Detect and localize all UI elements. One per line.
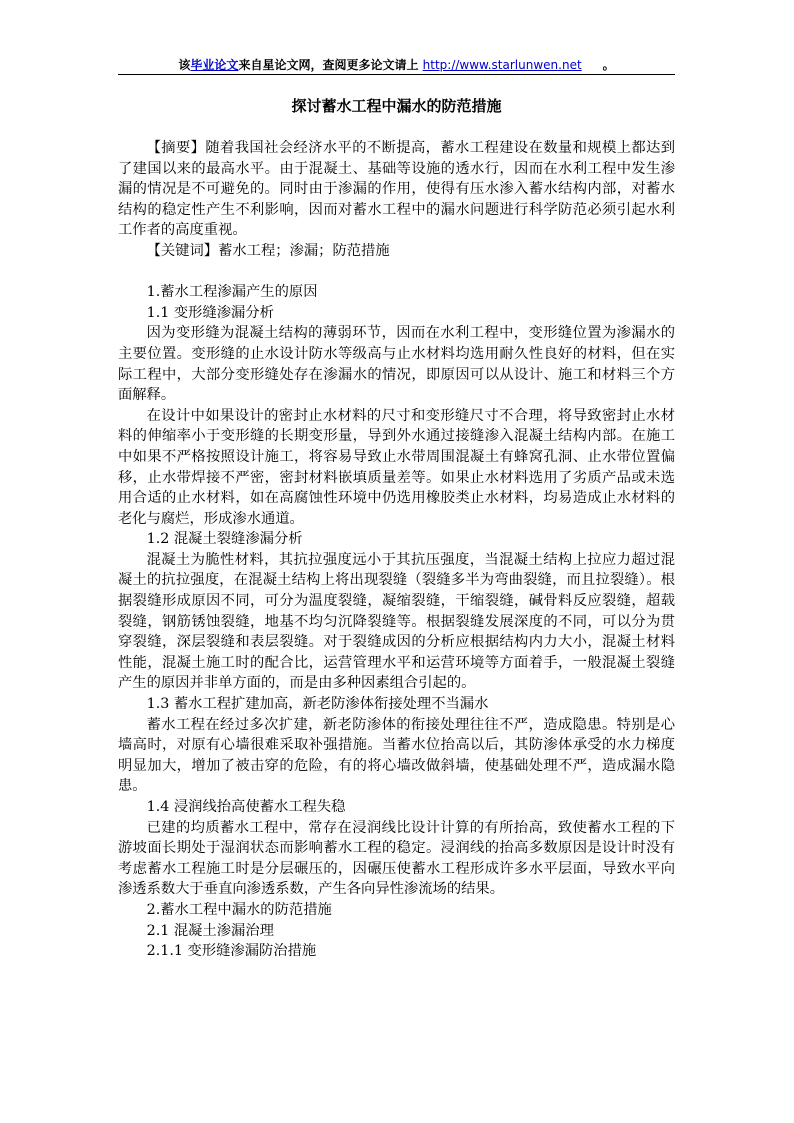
subsection-heading-2-1-1: 2.1.1 变形缝渗漏防治措施 — [146, 943, 317, 960]
header-prefix: 该 — [178, 58, 191, 72]
article-title: 探讨蓄水工程中漏水的防范措施 — [291, 97, 502, 115]
abstract: 【摘要】随着我国社会经济水平的不断提高，蓄水工程建设在数量和规模上都达到了建国以来的最高水平。由于混凝土、基础等设施的透水行，因而在水利工程中发生渗漏的情况是不可避免的。同时由于渗漏的作用，使得有压水渗入蓄水结构内部，对蓄水结构的稳定性产生不利影响，因而对蓄水工程中的漏水问题进行科学防范必须引起水利工作者的高度重视。 — [118, 140, 675, 239]
header-middle: 来自星论文网，查阅更多论文请上 — [238, 58, 419, 72]
header-suffix: 。 — [602, 58, 615, 72]
paragraph: 混凝土为脆性材料，其抗拉强度远小于其抗压强度，当混凝土结构上拉应力超过混凝土的抗拉强度，在混凝土结构上将出现裂缝（裂缝多半为弯曲裂缝，而且拉裂缝）。根据裂缝形成原因不同，可分为温度裂缝，凝缩裂缝，干缩裂缝，碱骨料反应裂缝，超载裂缝，钢筋锈蚀裂缝，地基不均匀沉降裂缝等。根据裂缝发展深度的不同，可以分为贯穿裂缝，深层裂缝和表层裂缝。对于裂缝成因的分析应根据结构内力大小，混凝土材料性能，混凝土施工时的配合比，运营管理水平和运营环境等方面着手，一般混凝土裂缝产生的原因并非单方面的，而是由多种因素组合引起的。 — [118, 551, 675, 692]
paragraph: 因为变形缝为混凝土结构的薄弱环节，因而在水利工程中，变形缝位置为渗漏水的主要位置。变形缝的止水设计防水等级高与止水材料均选用耐久性良好的材料，但在实际工程中，大部分变形缝处存在渗漏水的情况，即原因可以从设计、施工和材料三个方面解释。 — [118, 325, 675, 404]
section-heading-1: 1.蓄水工程渗漏产生的原因 — [146, 284, 318, 301]
paragraph: 已建的均质蓄水工程中，常存在浸润线比设计计算的有所抬高，致使蓄水工程的下游坡面长期处于湿润状态而影响蓄水工程的稳定。浸润线的抬高多数原因是设计时没有考虑蓄水工程施工时是分层碾压的，因碾压使蓄水工程形成许多水平层面，导致水平向渗透系数大于垂直向渗透系数，产生各向异性渗流场的结果。 — [118, 819, 675, 898]
section-heading-2: 2.蓄水工程中漏水的防范措施 — [146, 901, 332, 918]
subsection-heading-2-1: 2.1 混凝土渗漏治理 — [146, 922, 274, 939]
article-body — [118, 138, 675, 962]
subsection-heading-1-4: 1.4 浸润线抬高使蓄水工程失稳 — [146, 799, 346, 815]
keywords: 【关键词】蓄水工程；渗漏；防范措施 — [146, 242, 390, 259]
header-divider — [118, 74, 675, 75]
subsection-heading-1-1: 1.1 变形缝渗漏分析 — [146, 304, 274, 321]
thesis-link[interactable]: 毕业论文 — [190, 58, 239, 72]
subsection-heading-1-3: 1.3 蓄水工程扩建加高，新老防渗体衔接处理不当漏水 — [146, 696, 489, 713]
site-url-link[interactable]: http://www.starlunwen.net — [422, 58, 582, 72]
source-header — [118, 57, 675, 75]
subsection-heading-1-2: 1.2 混凝土裂缝渗漏分析 — [146, 531, 303, 548]
blank-line — [118, 262, 675, 283]
paragraph: 在设计中如果设计的密封止水材料的尺寸和变形缝尺寸不合理，将导致密封止水材料的伸缩率小于变形缝的长期变形量，导到外水通过接缝渗入混凝土结构内部。在施工中如果不严格按照设计施工，将容易导致止水带周围混凝土有蜂窝孔洞、止水带位置偏移，止水带焊接不严密，密封材料嵌填质量差等。如果止水材料选用了劣质产品或未选用合适的止水材料，如在高腐蚀性环境中仍选用橡胶类止水材料，均易造成止水材料的老化与腐烂，形成渗水通道。 — [118, 407, 675, 527]
paragraph: 蓄水工程在经过多次扩建，新老防渗体的衔接处理往往不严，造成隐患。特别是心墙高时，对原有心墙很难采取补强措施。当蓄水位抬高以后，其防渗体承受的水力梯度明显加大，增加了被击穿的危险，有的将心墙改做斜墙，使基础处理不严，造成漏水隐患。 — [118, 716, 675, 795]
